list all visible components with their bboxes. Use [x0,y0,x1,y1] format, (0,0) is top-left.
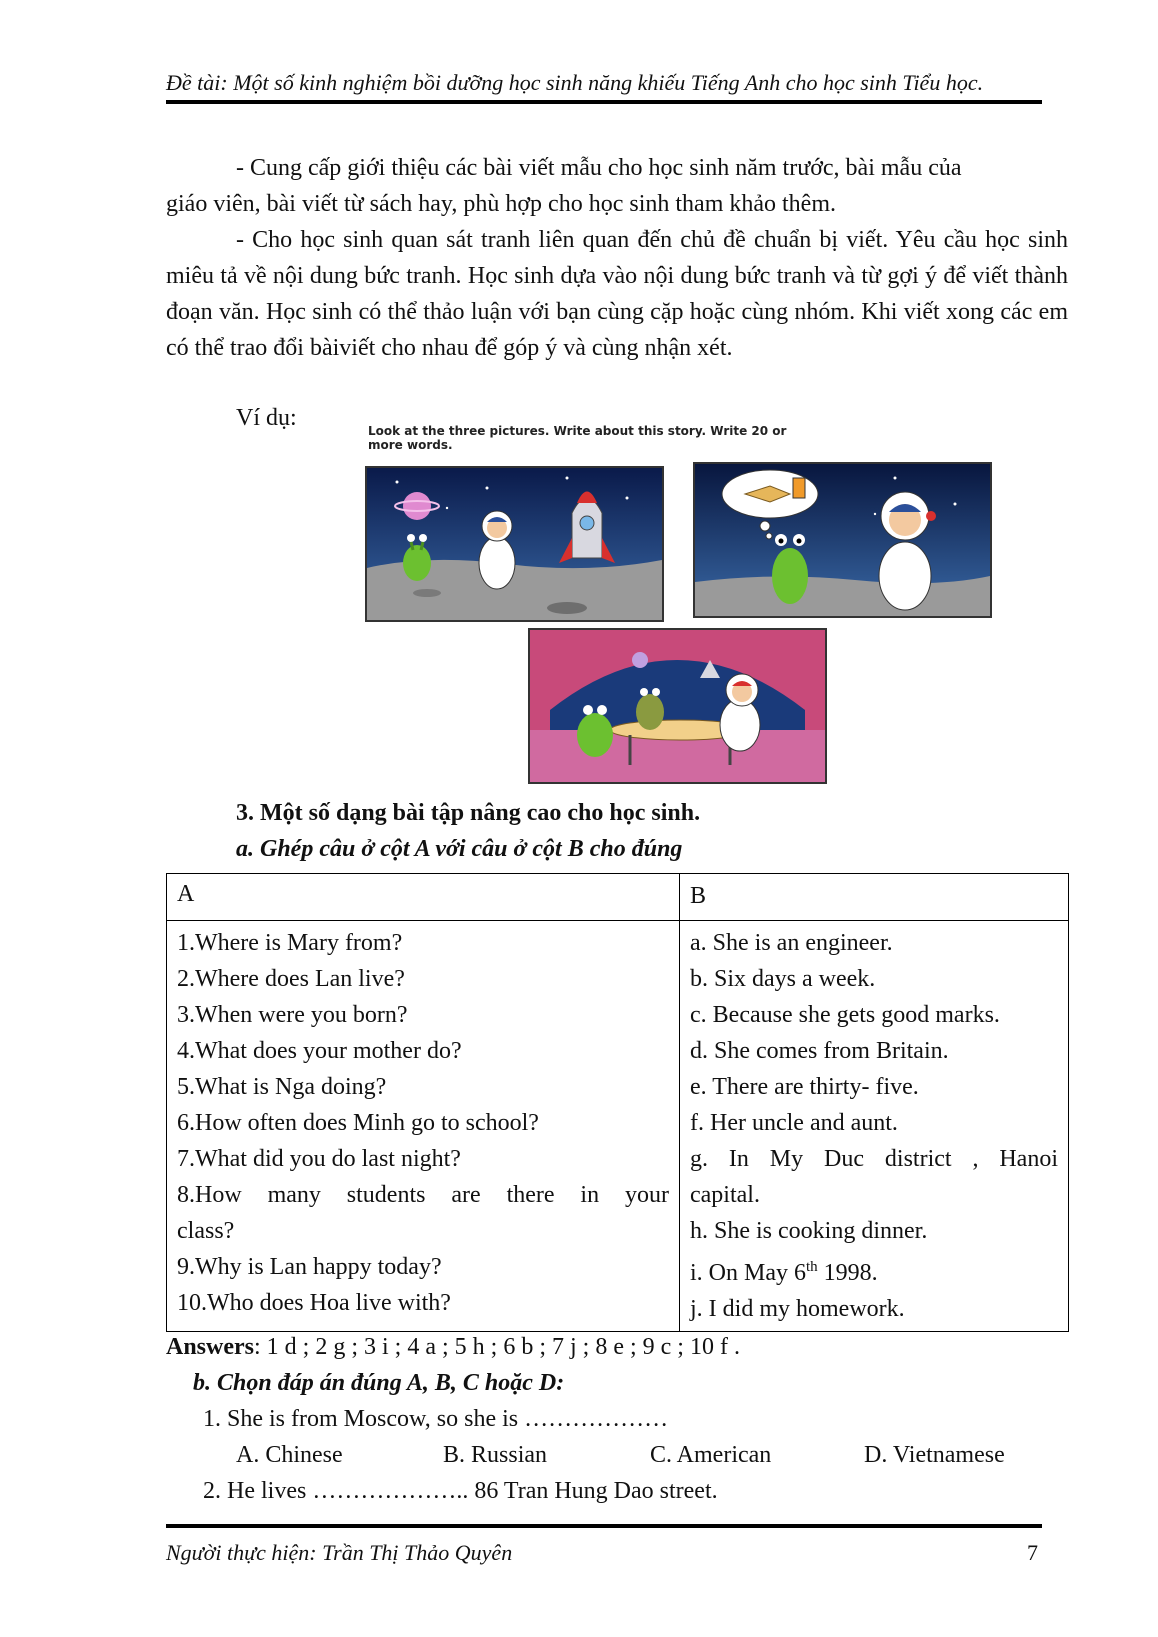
column-b-header: B [680,874,1069,921]
running-header: Đề tài: Một số kinh nghiệm bồi dưỡng học sinh năng khiếu Tiếng Anh cho học sinh Tiểu học. [166,70,984,95]
option-b: B. Russian [443,1442,548,1468]
answer-g-line-2: capital. [690,1182,760,1208]
paragraph-1-line-1: - Cung cấp giới thiệu các bài viết mẫu cho học sinh năm trước, bài mẫu của [236,155,962,181]
answer-g-line-1: g. In My Duc district , Hanoi [690,1146,1058,1172]
answer-key-label: Answers [166,1334,254,1360]
question-b-2: 2. He lives ……………….. 86 Tran Hung Dao street. [203,1478,718,1504]
answer-key-text: : 1 d ; 2 g ; 3 i ; 4 a ; 5 h ; 6 b ; 7 j ; 8 e ; 9 c ; 10 f . [254,1334,740,1360]
question-10: 10.Who does Hoa live with? [177,1290,451,1316]
answer-i-text: i. On May 6 [690,1260,806,1286]
question-8-line-2: class? [177,1218,235,1244]
answer-h: h. She is cooking dinner. [690,1218,928,1244]
answer-i [690,1249,1058,1291]
option-c: C. American [650,1442,772,1468]
story-picture-1 [365,466,664,622]
exercise-b-title: b. Chọn đáp án đúng A, B, C hoặc D: [193,1370,565,1396]
paragraph-1 [166,150,1068,222]
footer-rule [166,1524,1042,1528]
question-b-1: 1. She is from Moscow, so she is ……………… [203,1406,669,1432]
section-3-title: 3. Một số dạng bài tập nâng cao cho học sinh. [236,800,701,826]
question-3: 3.When were you born? [177,1002,408,1028]
question-7: 7.What did you do last night? [177,1146,461,1172]
page-number: 7 [1027,1540,1038,1565]
question-4: 4.What does your mother do? [177,1038,462,1064]
answer-i-superscript: th [806,1259,818,1275]
instruction-line-2: more words. [368,438,453,452]
option-d: D. Vietnamese [864,1442,1005,1468]
option-a: A. Chinese [236,1442,343,1468]
answer-d: d. She comes from Britain. [690,1038,949,1064]
header-rule [166,100,1042,104]
question-9: 9.Why is Lan happy today? [177,1254,442,1280]
answer-f: f. Her uncle and aunt. [690,1110,898,1136]
table-body-row [167,921,1069,1332]
footer-author: Người thực hiện: Trần Thị Thảo Quyên [166,1540,513,1565]
table-header-row [167,874,1069,921]
question-1: 1.Where is Mary from? [177,930,403,956]
example-label: Ví dụ: [236,405,297,431]
answer-j: j. I did my homework. [690,1296,905,1322]
story-picture-3 [528,628,827,784]
answer-c: c. Because she gets good marks. [690,1002,1000,1028]
exercise-a-title: a. Ghép câu ở cột A với câu ở cột B cho đúng [236,836,683,862]
question-8-line-1: 8.How many students are there in your [177,1182,669,1208]
picture-instruction [368,424,968,452]
answer-e: e. There are thirty- five. [690,1074,919,1100]
question-5: 5.What is Nga doing? [177,1074,387,1100]
column-a-header: A [167,874,680,921]
column-a-cell [167,921,680,1332]
answer-key [166,1334,740,1361]
answer-b: b. Six days a week. [690,966,876,992]
question-2: 2.Where does Lan live? [177,966,405,992]
paragraph-1-line-2: giáo viên, bài viết từ sách hay, phù hợp cho học sinh tham khảo thêm. [166,191,836,217]
answer-i-year: 1998. [817,1260,878,1286]
answer-a: a. She is an engineer. [690,930,893,956]
column-b-cell [680,921,1069,1332]
matching-table [166,873,1069,1332]
story-picture-2 [693,462,992,618]
instruction-line-1: Look at the three pictures. Write about this story. Write 20 or [368,424,787,438]
question-6: 6.How often does Minh go to school? [177,1110,539,1136]
paragraph-2: - Cho học sinh quan sát tranh liên quan đến chủ đề chuẩn bị viết. Yêu cầu học sinh miêu tả về nội dung bức tranh. Học sinh dựa vào nội dung bức tranh và từ gợi ý để viết thành đoạn văn. Học sinh có thể thảo luận với bạn cùng cặp hoặc cùng nhóm. Khi viết xong các em có thể trao đổi bàiviết cho nhau để góp ý và cùng nhận xét. [166,227,1068,361]
